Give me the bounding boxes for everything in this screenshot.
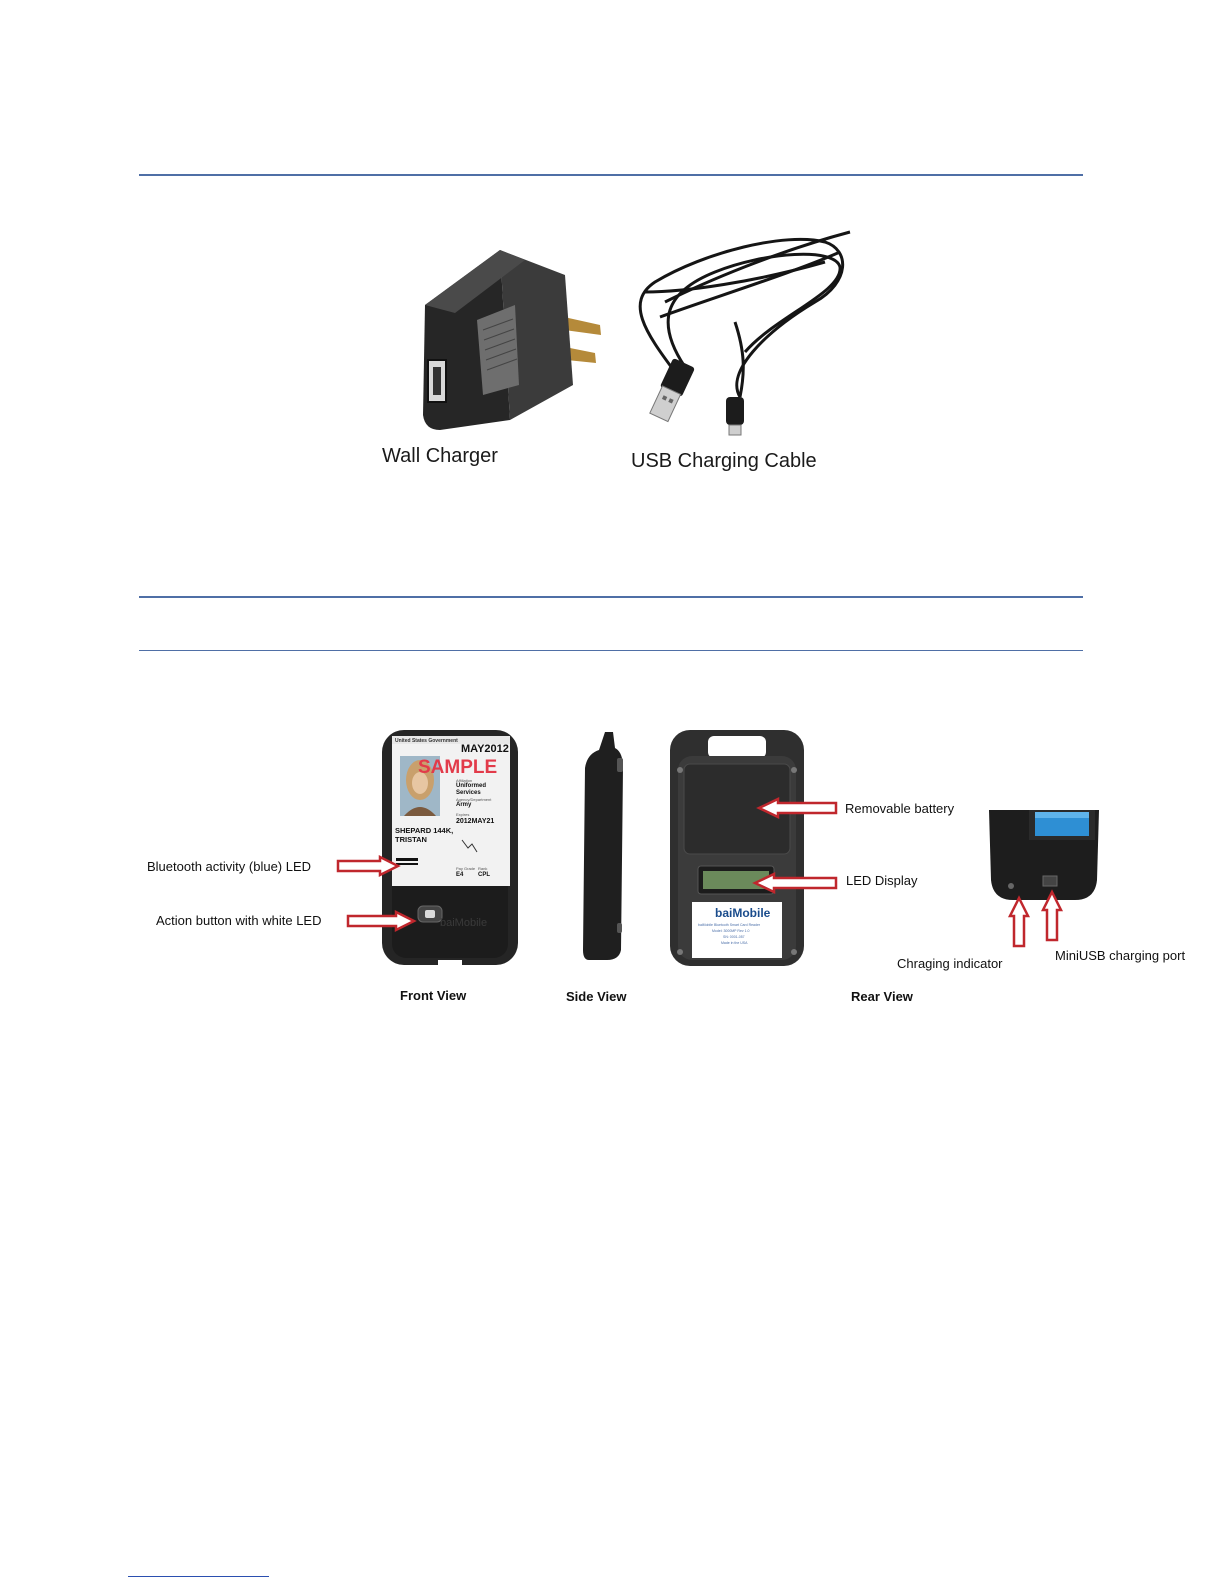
id-card-date: MAY2012 (461, 743, 509, 755)
bluetooth-led-label: Bluetooth activity (blue) LED (147, 859, 312, 874)
charging-port-closeup-image (985, 810, 1103, 902)
id-card-affiliation-value-2: Services (456, 790, 481, 796)
led-display-label: LED Display (846, 873, 918, 888)
id-card-name-1: SHEPARD 144K, (395, 826, 454, 835)
section-rule-top (139, 174, 1083, 176)
section-rule-middle (139, 596, 1083, 598)
id-card-header: United States Government (395, 738, 458, 744)
wall-charger-image (405, 245, 610, 445)
id-card-affiliation-label: Affiliation (456, 778, 473, 783)
removable-battery-arrow-icon (756, 798, 838, 818)
id-card-rank-label: Rank (478, 866, 488, 871)
section-rule-lower (139, 650, 1083, 651)
front-view-caption: Front View (400, 988, 467, 1003)
removable-battery-label: Removable battery (845, 801, 955, 816)
rear-label-line-3: SN: 0001-057 (723, 935, 745, 939)
charging-indicator-label: Chraging indicator (897, 956, 1003, 971)
side-view-caption: Side View (566, 989, 627, 1004)
action-button-arrow-icon (346, 911, 418, 931)
rear-label-line-4: Made in the USA (721, 941, 748, 945)
footer-rule (128, 1576, 269, 1577)
rear-brand-logo: baiMobile (715, 906, 771, 920)
wall-charger-caption: Wall Charger (382, 445, 498, 467)
id-card-pay-grade-label: Pay Grade (456, 866, 476, 871)
usb-cable-image (625, 222, 860, 447)
usb-cable-caption: USB Charging Cable (631, 450, 817, 472)
miniusb-port-label: MiniUSB charging port (1055, 948, 1186, 963)
rear-label-line-2: Model: 3000MP Rev 1.0 (712, 929, 750, 933)
rear-label-line-1: baiMobile Bluetooth Smart Card Reader (698, 923, 761, 927)
id-card-sample: SAMPLE (418, 757, 498, 778)
id-card-name-2: TRISTAN (395, 835, 427, 844)
bluetooth-led-arrow-icon (336, 856, 402, 876)
action-button-label: Action button with white LED (156, 913, 322, 928)
side-view-device-image (577, 728, 632, 963)
rear-view-caption: Rear View (851, 989, 913, 1004)
led-display-arrow-icon (752, 873, 838, 893)
id-card-rank-value: CPL (478, 872, 490, 878)
id-card-expires-value: 2012MAY21 (456, 818, 495, 825)
id-card-agency-label: Agency/Department (456, 797, 492, 802)
id-card-expires-label: Expires (456, 812, 470, 817)
front-brand-logo: baiMobile (440, 917, 488, 929)
id-card-affiliation-value-1: Uniformed (456, 783, 486, 789)
id-card-pay-grade-value: E4 (456, 872, 464, 878)
charging-indicator-arrow-icon (1008, 896, 1030, 948)
miniusb-port-arrow-icon (1041, 890, 1063, 942)
id-card-agency-value: Army (456, 802, 472, 808)
rear-view-device-image (668, 728, 806, 970)
